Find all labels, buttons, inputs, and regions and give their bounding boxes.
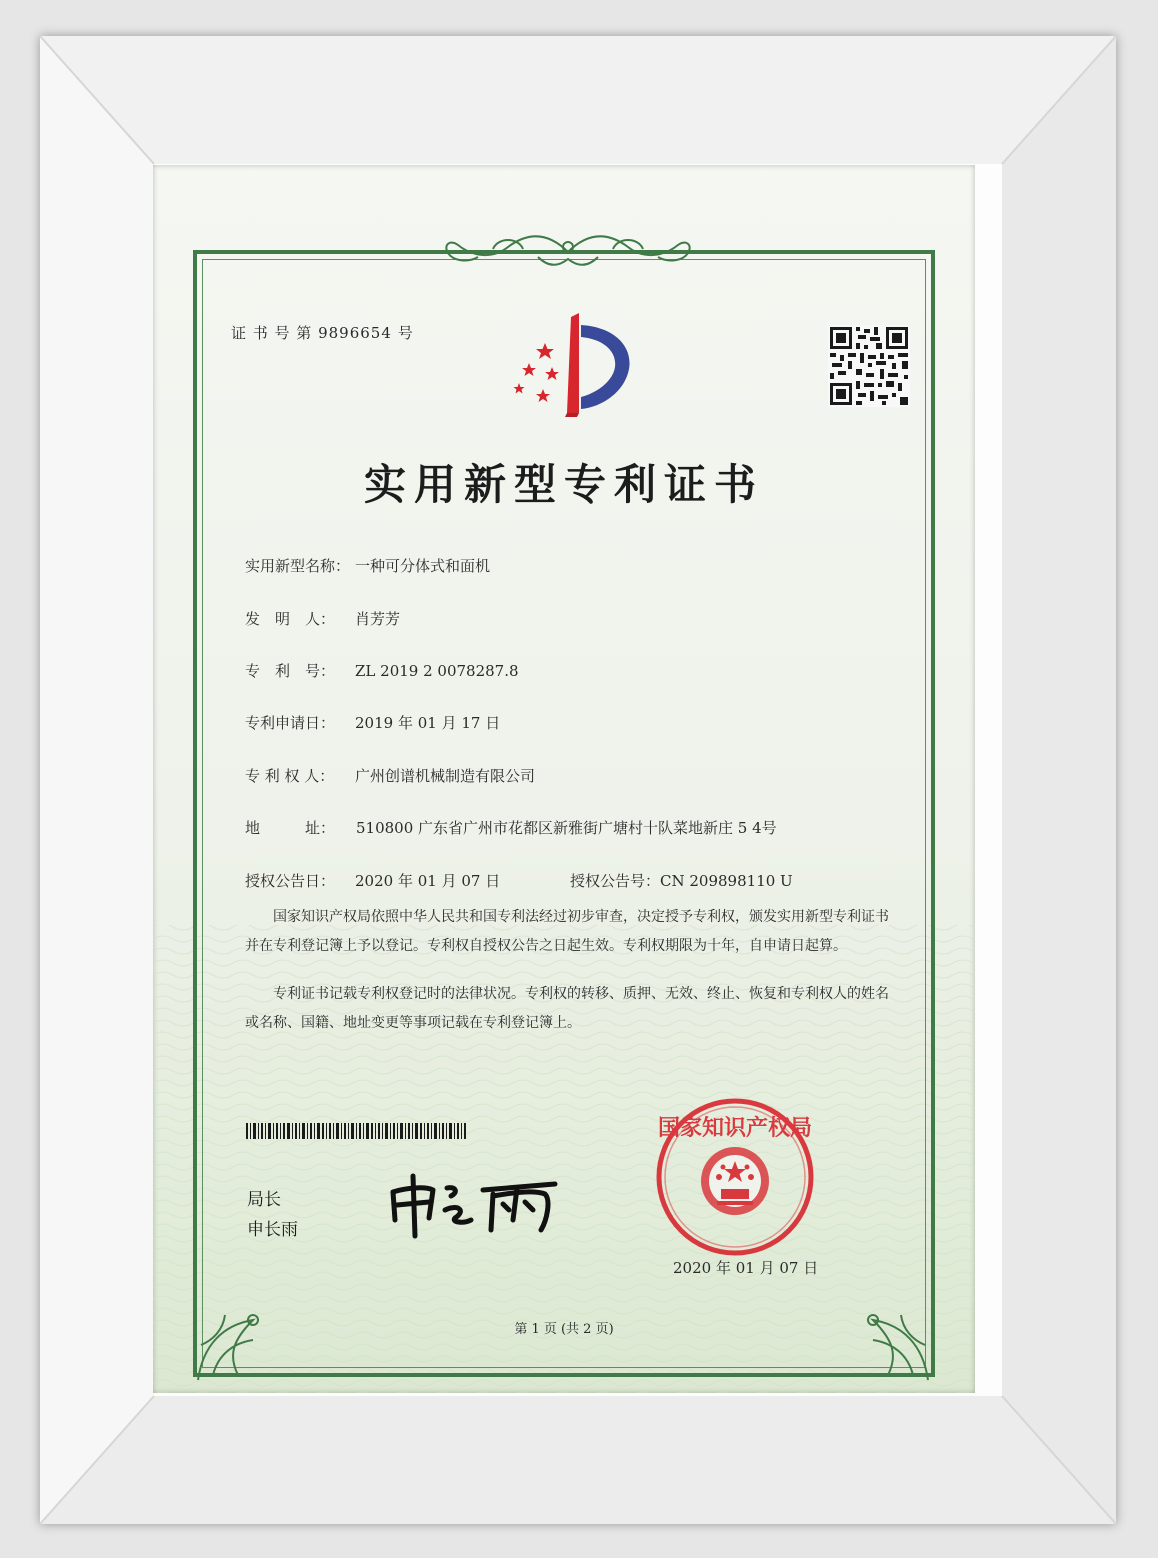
grant-date-value: 2020 年 01 月 07 日: [355, 872, 501, 890]
page-number: 第 1 页 (共 2 页): [514, 1322, 614, 1337]
seal-text: 国家知识产权局: [657, 1115, 813, 1140]
certificate-number-label: 证 书 号 第: [231, 324, 313, 342]
certificate-number-suffix: 号: [397, 324, 414, 342]
director-block: [247, 1185, 298, 1245]
field-address: [245, 817, 355, 838]
filing-date-label: 专利申请日：: [245, 714, 336, 732]
address-label: 地 址：: [245, 819, 336, 837]
certificate-number-value: 9896654: [318, 324, 392, 342]
field-patentee: [245, 765, 535, 786]
certificate-number: [231, 322, 414, 343]
patentee-value: 广州创谱机械制造有限公司: [355, 767, 536, 785]
legal-paragraph-2: 专利证书记载专利权登记时的法律状况。专利权的转移、质押、无效、终止、恢复和专利权人的姓名或名称、国籍、地址变更等事项记载在专利登记簿上。: [245, 986, 889, 1031]
inventor-value: 肖芳芳: [355, 610, 401, 628]
patent-number-label: 专 利 号：: [245, 662, 336, 680]
field-utility-model-name: [245, 555, 490, 576]
field-filing-date: [245, 712, 500, 733]
legal-paragraph-1: 国家知识产权局依照中华人民共和国专利法经过初步审查，决定授予专利权，颁发实用新型专利证书并在专利登记簿上予以登记。专利权自授权公告之日起生效。专利权期限为十年，自申请日起算。: [245, 909, 889, 954]
grant-number-label: 授权公告号：: [570, 872, 661, 890]
barcode: [246, 1123, 466, 1139]
patentee-label: 专 利 权 人：: [245, 767, 335, 785]
patent-number-value: ZL 2019 2 0078287.8: [355, 662, 519, 680]
handwritten-signature: [385, 1170, 575, 1240]
inventor-label: 发 明 人：: [245, 610, 336, 628]
director-title: 局长: [247, 1190, 281, 1210]
top-ornament: [438, 227, 698, 277]
utility-model-name-label: 实用新型名称：: [245, 557, 351, 575]
utility-model-name-value: 一种可分体式和面机: [355, 557, 491, 575]
field-grant-number: [570, 870, 793, 891]
qr-code: [828, 325, 910, 407]
certificate-title: 实用新型专利证书: [363, 460, 764, 509]
certificate-paper: [153, 165, 975, 1393]
grant-date-label: 授权公告日：: [245, 872, 336, 890]
director-name: 申长雨: [247, 1220, 298, 1240]
grant-number-value: CN 209898110 U: [660, 872, 793, 890]
seal-date: 2020 年 01 月 07 日: [673, 1259, 819, 1277]
address-value: 510800 广东省广州市花都区新雅街广塘村十队菜地新庄 5 4号: [356, 819, 777, 837]
field-grant-date: [245, 870, 500, 891]
cnipa-logo: [505, 313, 645, 423]
filing-date-value: 2019 年 01 月 17 日: [355, 714, 501, 732]
field-patent-number: [245, 660, 519, 681]
field-inventor: [245, 608, 400, 629]
official-seal: [655, 1097, 815, 1257]
